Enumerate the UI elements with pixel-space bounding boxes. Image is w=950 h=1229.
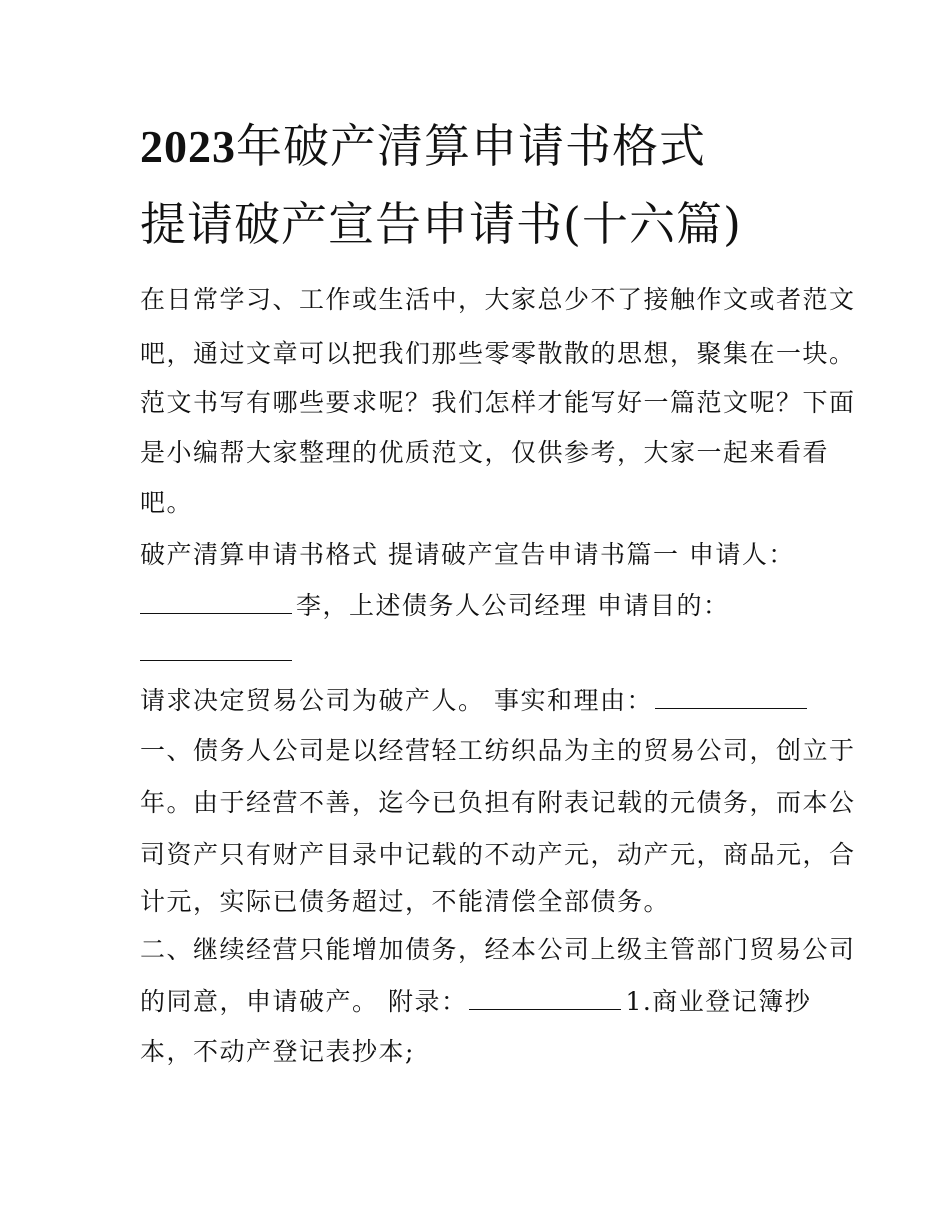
- purpose-blank-line: [140, 636, 296, 670]
- appendix-line-start: 的同意，申请破产。 附录：: [140, 987, 468, 1016]
- body-line-1: 一、债务人公司是以经营轻工纺织品为主的贸易公司，创立于: [140, 736, 856, 765]
- intro-line-2: 吧，通过文章可以把我们那些零零散散的思想，聚集在一块。: [140, 339, 856, 368]
- body-line-2: 年。由于经营不善，迄今已负担有附表记载的元债务，而本公: [140, 788, 856, 817]
- body-line-3: 司资产只有财产目录中记载的不动产元，动产元，商品元，合: [140, 840, 856, 869]
- body-line-5: 二、继续经营只能增加债务，经本公司上级主管部门贸易公司: [140, 935, 856, 964]
- document-title-line-1: [140, 118, 706, 175]
- blank-line: [469, 987, 621, 1010]
- request-line: [140, 684, 811, 718]
- section-heading: 破产清算申请书格式 提请破产宣告申请书篇一 申请人：: [140, 540, 795, 569]
- applicant-line: [140, 589, 729, 623]
- applicant-line-text: 李，上述债务人公司经理 申请目的：: [296, 591, 730, 620]
- blank-line: [140, 638, 292, 661]
- appendix-line: [140, 985, 811, 1019]
- title-year: 2023: [140, 121, 236, 172]
- intro-line-1: 在日常学习、工作或生活中，大家总少不了接触作文或者范文: [140, 285, 856, 314]
- document-title-line-2: 提请破产宣告申请书(十六篇): [140, 197, 742, 251]
- intro-line-5: 吧。: [140, 488, 194, 517]
- intro-line-3: 范文书写有哪些要求呢？我们怎样才能写好一篇范文呢？下面: [140, 388, 856, 417]
- body-line-4: 计元，实际已债务超过，不能清偿全部债务。: [140, 887, 671, 916]
- blank-line: [140, 591, 292, 614]
- appendix-line-end: 1.商业登记簿抄: [625, 987, 812, 1016]
- intro-line-4: 是小编帮大家整理的优质范文，仅供参考，大家一起来看看: [140, 438, 830, 467]
- request-line-text: 请求决定贸易公司为破产人。 事实和理由：: [140, 686, 653, 715]
- title-line-1-text: 年破产清算申请书格式: [236, 119, 706, 173]
- blank-line: [655, 686, 807, 709]
- last-line: 本，不动产登记表抄本;: [140, 1037, 415, 1066]
